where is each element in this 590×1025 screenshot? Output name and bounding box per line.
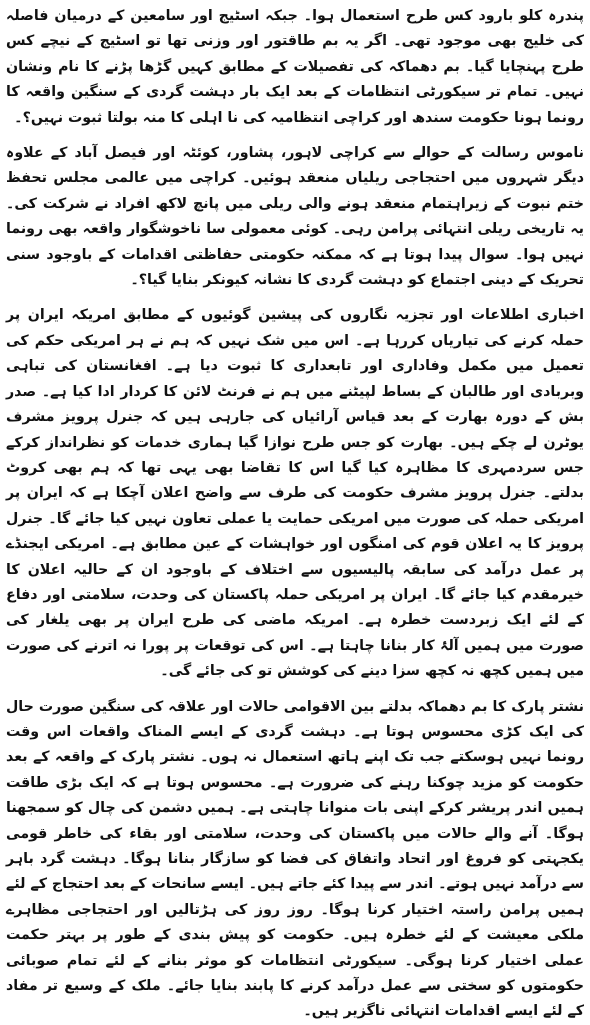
article-paragraph-4: نشتر پارک کا بم دھماکہ بدلتے بین الاقوامی حالات اور علاقہ کی سنگین صورت حال کی ایک کڑی محسوس ہوتا ہے۔ دہشت گردی کے ایسے المناک واقعات اس وقت رونما نہیں ہوسکتے جب تک اپنے ہاتھ استعمال نہ ہوں۔ نشتر پارک کے واقعہ کے بعد حکومت کو مزید چوکنا رہنے کی ضرورت ہے۔ محسوس ہوتا ہے کہ ایک بڑی طاقت ہمیں اندر پریشر کرکے اپنی بات منوانا چاہتی ہے۔ ہمیں دشمن کی چال کو سمجھنا ہوگا۔ آنے والے حالات میں پاکستان کی وحدت، سلامتی اور بقاء کی خاطر قومی یکجہتی کو فروغ اور اتحاد واتفاق کی فضا کو سازگار بنانا ہوگا۔ دہشت گرد باہر سے درآمد نہیں ہوتے۔ اندر سے پیدا کئے جاتے ہیں۔ ایسے سانحات کے بعد احتجاج کے لئے ہمیں پرامن راستہ اختیار کرنا ہوگا۔ روز روز کی ہڑتالیں اور احتجاجی مظاہرے ملکی معیشت کے لئے خطرہ ہیں۔ حکومت کو پیش بندی کے طور پر بہتر حکمت عملی اختیار کرنا ہوگی۔ سیکورٹی انتظامات کو موثر بنانے کے لئے تمام صوبائی حکومتوں کو سختی سے عمل درآمد کرنے کا پابند بنایا جائے۔ ملک کے وسیع تر مفاد کے لئے ایسے اقدامات انتہائی ناگزیر ہیں۔ xyxy=(6,698,584,1020)
article-paragraph-1: پندرہ کلو بارود کس طرح استعمال ہوا۔ جبکہ اسٹیج اور سامعین کے درمیان فاصلہ کی خلیج بھی موجود تھی۔ اگر یہ بم طاقتور اور وزنی تھا تو اسٹیج کے نیچے کس طرح پہنچایا گیا۔ بم دھماکہ کی تفصیلات کے مطابق کہیں گڑھا پڑنے کا نام ونشان نہیں۔ تمام تر سیکورٹی انتظامات کے بعد ایک بار دہشت گردی کے سنگین واقعہ کا رونما ہونا حکومت سندھ اور کراچی انتظامیہ کی نا اہلی کا منہ بولتا ثبوت نہیں؟۔ xyxy=(6,8,584,126)
article-paragraph-3: اخباری اطلاعات اور تجزیہ نگاروں کی پیشین گوئیوں کے مطابق امریکہ ایران پر حملہ کرنے کی تیاریاں کررہا ہے۔ اس میں شک نہیں کہ ہم نے ہر امریکی حکم کی تعمیل میں مکمل وفاداری اور تابعداری کا ثبوت دیا ہے۔ افغانستان کی تباہی وبربادی اور طالبان کے بساط لپیٹنے میں ہم نے فرنٹ لائن کا کردار ادا کیا ہے۔ صدر بش کے دورہ بھارت کے بعد قیاس آرائیاں کی جارہی ہیں کہ جنرل پرویز مشرف یوٹرن لے چکے ہیں۔ بھارت کو جس طرح نوازا گیا ہماری خدمات کو نظرانداز کرکے جس سردمہری کا مظاہرہ کیا گیا اس کا تقاضا بھی یہی تھا کہ ہم بھی کروٹ بدلتے۔ جنرل پرویز مشرف حکومت کی طرف سے واضح اعلان آچکا ہے کہ ایران پر امریکی حملہ کی صورت میں امریکی حمایت یا عملی تعاون نہیں کیا جائے گا۔ جنرل پرویز کا یہ اعلان قوم کی امنگوں اور خواہشات کے عین مطابق ہے۔ امریکی ایجنڈے پر عمل درآمد کی سابقہ پالیسیوں سے اختلاف کے باوجود ان کے حالیہ اعلان کا خیرمقدم کیا جائے گا۔ ایران پر امریکی حملہ پاکستان کی وحدت، سلامتی اور دفاع کے لئے ایک زبردست خطرہ ہے۔ امریکہ ماضی کی طرح ایران پر بھی یلغار کی صورت میں ہمیں آلۂ کار بنانا چاہتا ہے۔ اس کی توقعات پر پورا نہ اترنے کی صورت میں ہمیں کچھ نہ کچھ سزا دینے کی کوشش تو کی جائے گی۔ xyxy=(6,307,584,680)
article-paragraph-2: ناموس رسالت کے حوالے سے کراچی لاہور، پشاور، کوئٹہ اور فیصل آباد کے علاوہ دیگر شہروں میں احتجاجی ریلیاں منعقد ہوئیں۔ کراچی میں عالمی مجلس تحفظ ختم نبوت کے زیراہتمام منعقد ہونے والی ریلی میں پانچ لاکھ افراد نے شرکت کی۔ یہ تاریخی ریلی انتہائی پرامن رہی۔ کوئی معمولی سا ناخوشگوار واقعہ بھی رونما نہیں ہوا۔ سوال پیدا ہوتا ہے کہ ممکنہ حکومتی حفاظتی اقدامات کے باوجود سنی تحریک کے دینی اجتماع کو دہشت گردی کا نشانہ کیونکر بنایا گیا؟۔ xyxy=(6,145,584,289)
